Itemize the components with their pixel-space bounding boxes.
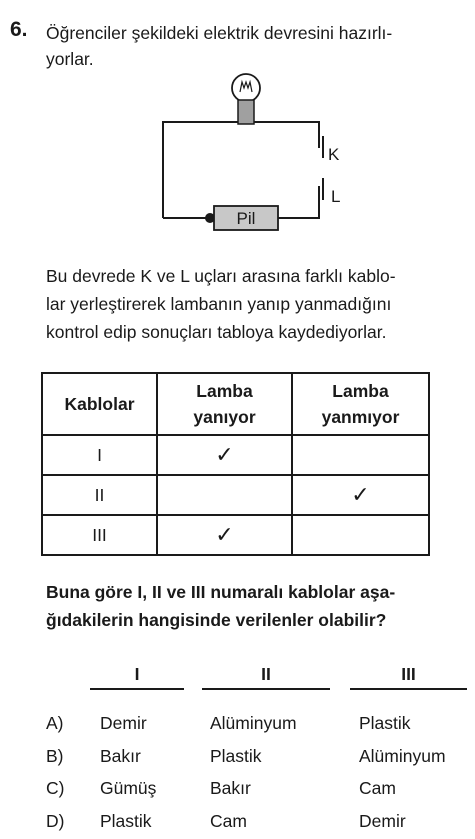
circuit-wires — [163, 122, 319, 218]
table-header-row — [42, 373, 429, 435]
unlit-check: ✓ — [292, 475, 429, 515]
option-value-i: Gümüş — [100, 778, 157, 798]
option-value-ii: Cam — [210, 811, 247, 831]
prompt-line-1: Buna göre I, II ve III numaralı kablolar aşa- — [46, 582, 396, 602]
question-prompt — [46, 578, 471, 634]
option-letter[interactable]: A) — [46, 713, 64, 733]
answer-column-rule — [350, 688, 467, 690]
paragraph-line-1: Bu devrede K ve L uçları arasına farklı kablo- — [46, 266, 396, 286]
option-value-i: Plastik — [100, 811, 152, 831]
option-value-i: Bakır — [100, 746, 141, 766]
battery-icon — [205, 206, 278, 230]
option-value-ii: Plastik — [210, 746, 262, 766]
option-value-iii: Alüminyum — [359, 746, 446, 766]
prompt-line-2: ğıdakilerin hangisinde verilenler olabilir? — [46, 610, 387, 630]
option-value-iii: Demir — [359, 811, 406, 831]
cable-label: I — [42, 435, 157, 475]
circuit-diagram — [150, 68, 370, 238]
unlit-check — [292, 515, 429, 555]
answer-column-header-iii: III — [401, 664, 416, 684]
option-value-iii: Cam — [359, 778, 396, 798]
question-text-line-2: yorlar. — [46, 49, 94, 69]
lit-check: ✓ — [157, 435, 292, 475]
header-lit: Lamba yanıyor — [157, 373, 292, 435]
cable-label: II — [42, 475, 157, 515]
option-value-iii: Plastik — [359, 713, 411, 733]
option-letter[interactable]: D) — [46, 811, 65, 831]
table-row — [42, 515, 429, 555]
paragraph-line-2: lar yerleştirerek lambanın yanıp yanmadığını — [46, 294, 392, 314]
option-value-i: Demir — [100, 713, 147, 733]
answer-column-header-ii: II — [261, 664, 271, 684]
description-paragraph — [46, 262, 466, 346]
option-letter[interactable]: B) — [46, 746, 64, 766]
option-value-ii: Bakır — [210, 778, 251, 798]
header-unlit: Lamba yanmıyor — [292, 373, 429, 435]
battery-label: Pil — [236, 209, 256, 228]
option-letter[interactable]: C) — [46, 778, 65, 798]
answer-column-rule — [202, 688, 330, 690]
answer-column-header-i: I — [134, 664, 140, 684]
paragraph-line-3: kontrol edip sonuçları tabloya kaydediyorlar. — [46, 322, 387, 342]
question-text-line-1: Öğrenciler şekildeki elektrik devresini hazırlı- — [46, 23, 393, 43]
lit-check — [157, 475, 292, 515]
unlit-check — [292, 435, 429, 475]
terminal-l-label: L — [331, 187, 341, 206]
table-row — [42, 435, 429, 475]
results-table — [41, 372, 430, 556]
bulb-icon — [232, 74, 260, 124]
answer-column-rule — [90, 688, 184, 690]
lit-check: ✓ — [157, 515, 292, 555]
header-cables: Kablolar — [42, 373, 157, 435]
terminal-k-label: K — [328, 145, 340, 164]
cable-label: III — [42, 515, 157, 555]
option-value-ii: Alüminyum — [210, 713, 297, 733]
question-number: 6. — [10, 18, 28, 41]
question-text — [46, 20, 466, 72]
table-row — [42, 475, 429, 515]
